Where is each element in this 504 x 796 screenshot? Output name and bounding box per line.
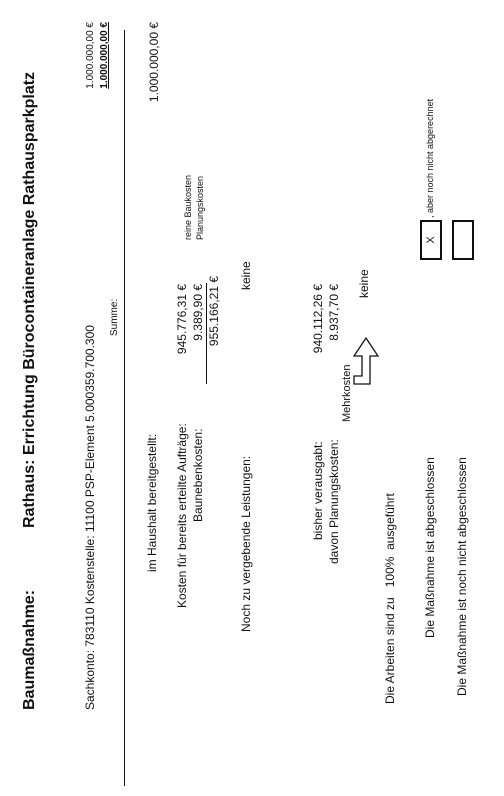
divider-line bbox=[124, 30, 125, 786]
costs-value-1: 945.776,31 € bbox=[175, 284, 189, 355]
not-completed-checkbox[interactable] bbox=[452, 220, 474, 260]
account-line: Sachkonto: 783110 Kostenstelle: 11100 PSP-Element 5.000359.700.300 bbox=[83, 325, 97, 710]
costs-note-1: reine Baukosten bbox=[183, 174, 193, 240]
account-amount-1: 1.000.000,00 € bbox=[85, 22, 96, 89]
pending-label: Noch zu vergebende Leistungen: bbox=[239, 455, 253, 632]
summe-label: Summe: bbox=[109, 298, 120, 336]
costs-value-2: 9.389,90 € bbox=[191, 284, 205, 341]
completed-checkbox[interactable] bbox=[420, 220, 442, 260]
spent-value-2: 8.937,70 € bbox=[327, 284, 341, 341]
spent-label-2: davon Planungskosten: bbox=[327, 439, 341, 564]
budget-value: 1.000.000,00 € bbox=[147, 22, 161, 103]
account-amount-2: 1.000.000,00 € bbox=[99, 22, 110, 89]
costs-label-1: Kosten für bereits erteilte Aufträge: bbox=[175, 423, 189, 608]
spent-value-1: 940.112,26 € bbox=[311, 284, 325, 354]
arrow-right-icon bbox=[352, 334, 382, 386]
header-title: Rathaus: Errichtung Bürocontaineranlage Rathausparkplatz bbox=[21, 71, 38, 528]
not-completed-label: Die Maßnahme ist noch nicht abgeschlossen bbox=[455, 457, 469, 696]
spent-label-1: bisher verausgabt: bbox=[311, 441, 325, 540]
costs-label-2: Baunebenkosten: bbox=[191, 428, 205, 522]
completed-note: , aber noch nicht abgerechnet bbox=[425, 98, 435, 218]
budget-label: im Haushalt bereitgestellt: bbox=[145, 433, 159, 572]
spent-value-3: keine bbox=[357, 269, 371, 298]
completed-label: Die Maßnahme ist abgeschlossen bbox=[423, 457, 437, 638]
spent-label-3: Mehrkosten bbox=[341, 364, 353, 422]
progress-text: Die Arbeiten sind zu 100% ausgeführt bbox=[383, 493, 397, 704]
pending-value: keine bbox=[239, 261, 253, 290]
costs-total: 955.166,21 € bbox=[207, 276, 221, 347]
costs-note-2: Planungskosten bbox=[195, 175, 205, 240]
completed-mark: X bbox=[425, 236, 437, 244]
header-label: Baumaßnahme: bbox=[21, 589, 38, 710]
